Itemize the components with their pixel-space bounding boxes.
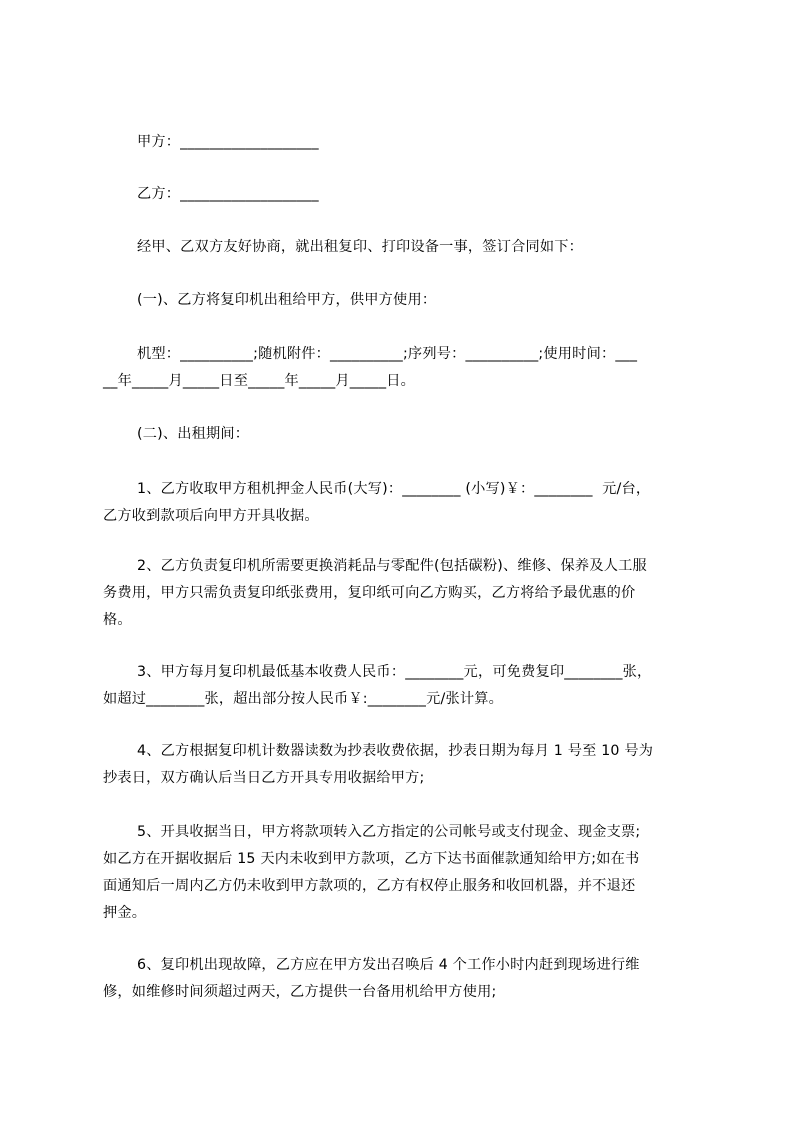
party-a-line: 甲方：___________________	[137, 134, 319, 150]
clause-6-line-1: 6、复印机出现故障，乙方应在甲方发出召唤后 4 个工作小时内赶到现场进行维	[137, 957, 640, 973]
clause-5-line-4: 押金。	[103, 905, 147, 921]
clause-4-line-2: 抄表日，双方确认后当日乙方开具专用收据给甲方;	[103, 770, 425, 786]
clause-5-line-2: 如乙方在开据收据后 15 天内未收到甲方款项，乙方下达书面催款通知给甲方;如在书	[103, 851, 640, 867]
clause-4-line-1: 4、乙方根据复印机计数器读数为抄表收费依据，抄表日期为每月 1 号至 10 号为	[137, 743, 654, 759]
clause-3-line-1: 3、甲方每月复印机最低基本收费人民币：________元，可免费复印________张，	[137, 664, 652, 680]
section-2-heading: (二)、出租期间：	[137, 426, 250, 442]
section-1-heading: (一)、乙方将复印机出租给甲方，供甲方使用：	[137, 292, 437, 308]
section-1-line-2: __年_____月_____日至_____年_____月_____日。	[103, 373, 416, 389]
party-b-line: 乙方：___________________	[137, 186, 319, 202]
section-1-line-1: 机型：__________;随机附件：__________;序列号：__________;使用时间：___	[137, 346, 638, 362]
clause-5-line-1: 5、开具收据当日，甲方将款项转入乙方指定的公司帐号或支付现金、现金支票;	[137, 824, 641, 840]
clause-1-line-1: 1、乙方收取甲方租机押金人民币(大写)：________ (小写)￥：________ 元/台，	[137, 481, 651, 497]
clause-5-line-3: 面通知后一周内乙方仍未收到甲方款项的，乙方有权停止服务和收回机器，并不退还	[103, 878, 636, 894]
clause-2-line-2: 务费用，甲方只需负责复印纸张费用，复印纸可向乙方购买，乙方将给予最优惠的价	[103, 585, 636, 601]
clause-6-line-2: 修，如维修时间须超过两天，乙方提供一台备用机给甲方使用;	[103, 984, 497, 1000]
clause-3-line-2: 如超过________张，超出部分按人民币￥:________元/张计算。	[103, 691, 504, 707]
clause-2-line-3: 格。	[103, 612, 132, 628]
clause-1-line-2: 乙方收到款项后向甲方开具收据。	[103, 508, 319, 524]
intro-paragraph: 经甲、乙双方友好协商，就出租复印、打印设备一事，签订合同如下：	[137, 239, 584, 255]
clause-2-line-1: 2、乙方负责复印机所需要更换消耗品与零配件(包括碳粉)、维修、保养及人工服	[137, 558, 647, 574]
